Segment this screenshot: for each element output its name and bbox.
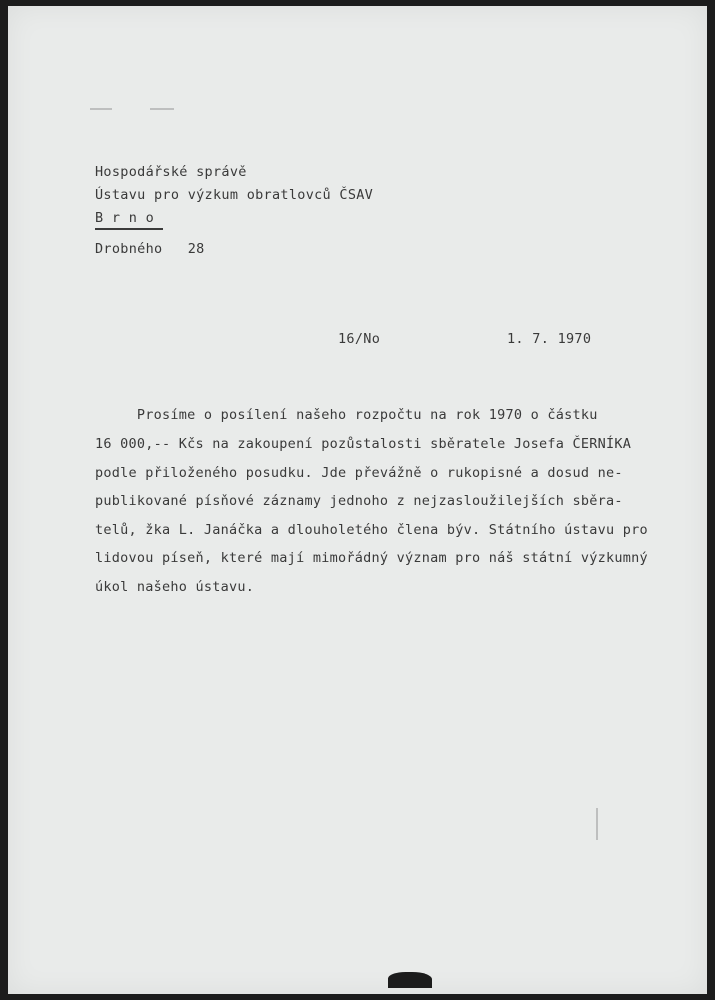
recipient-line-2: Ústavu pro výzkum obratlovců ČSAV xyxy=(95,187,374,203)
recipient-street: Drobného 28 xyxy=(95,241,205,257)
body-line: Prosíme o posílení našeho rozpočtu na rok 1970 o částku xyxy=(95,407,598,423)
body-line: telů, žka L. Janáčka a dlouholetého člena býv. Státního ústavu pro xyxy=(95,522,648,538)
body-line: lidovou píseň, které mají mimořádný význam pro náš státní výzkumný xyxy=(95,550,648,566)
paper-mark xyxy=(596,808,598,840)
recipient-city: B r n o xyxy=(95,210,154,226)
paper-edge-mark xyxy=(388,972,432,988)
letter-date: 1. 7. 1970 xyxy=(507,331,592,347)
paper-mark xyxy=(150,108,174,110)
body-line: publikované písňové záznamy jednoho z nejzasloužilejších sběra- xyxy=(95,493,623,509)
reference-number: 16/No xyxy=(338,331,381,347)
recipient-line-1: Hospodářské správě xyxy=(95,164,247,180)
body-line: podle přiloženého posudku. Jde převážně o rukopisné a dosud ne- xyxy=(95,465,623,481)
body-line: úkol našeho ústavu. xyxy=(95,579,255,595)
body-line: 16 000,-- Kčs na zakoupení pozůstalosti sběratele Josefa ČERNÍKA xyxy=(95,436,632,452)
paper-mark xyxy=(90,108,112,110)
city-underline xyxy=(95,228,163,230)
